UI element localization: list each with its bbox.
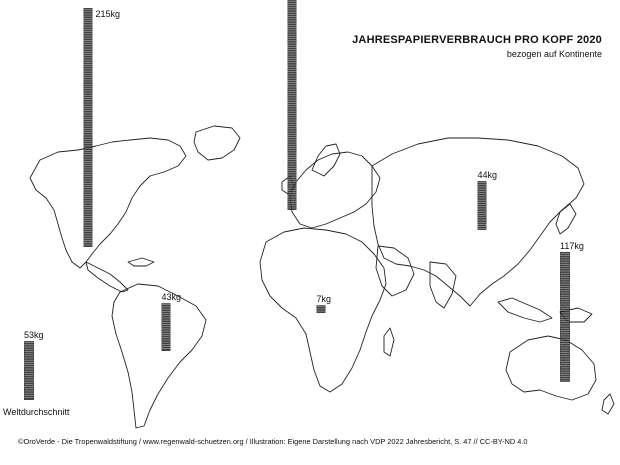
bar-group-6 <box>24 330 44 400</box>
madagascar-outline <box>384 328 394 356</box>
world-average-label: Weltdurchschnitt <box>3 407 70 417</box>
bar-value-label-3: 117kg <box>560 240 584 251</box>
new-zealand-outline <box>602 394 614 414</box>
scandinavia-outline <box>312 144 340 176</box>
south-america-outline <box>112 284 206 428</box>
bar-value-label-0: 215kg <box>95 9 121 19</box>
bar-value-label-4: 43kg <box>161 292 182 303</box>
india-outline <box>430 262 456 308</box>
caribbean-outline <box>128 258 154 266</box>
central-america-outline <box>86 262 128 292</box>
bar-0 <box>84 8 93 247</box>
southeast-asia-islands-outline <box>498 298 552 322</box>
chart-title: JAHRESPAPIERVERBRAUCH PRO KOPF 2020 <box>352 34 602 46</box>
bar-group-3 <box>560 241 584 382</box>
bar-group-5 <box>317 294 332 313</box>
bar-1 <box>288 0 297 210</box>
bar-group-4 <box>162 292 182 351</box>
australia-outline <box>506 336 596 400</box>
bar-4 <box>162 303 171 351</box>
credit-line: ©OroVerde - Die Tropenwaldstiftung / www.regenwald-schuetzen.org / Illustration: Eigene Darstellung nach VDP 2022 Jahresbericht, S. 47 // CC-BY-ND 4.0 <box>18 437 528 446</box>
chart-subtitle: bezogen auf Kontinente <box>506 49 602 59</box>
bar-value-label-2: 44kg <box>477 170 498 181</box>
bar-value-label-5: 7kg <box>316 294 332 305</box>
bar-group-0 <box>84 8 121 247</box>
japan-outline <box>556 204 576 234</box>
bar-value-label-6: 53kg <box>24 330 44 341</box>
north-america-outline <box>30 138 186 268</box>
greenland-outline <box>194 126 240 160</box>
bar-2 <box>478 181 487 230</box>
bar-group-2 <box>478 170 498 230</box>
